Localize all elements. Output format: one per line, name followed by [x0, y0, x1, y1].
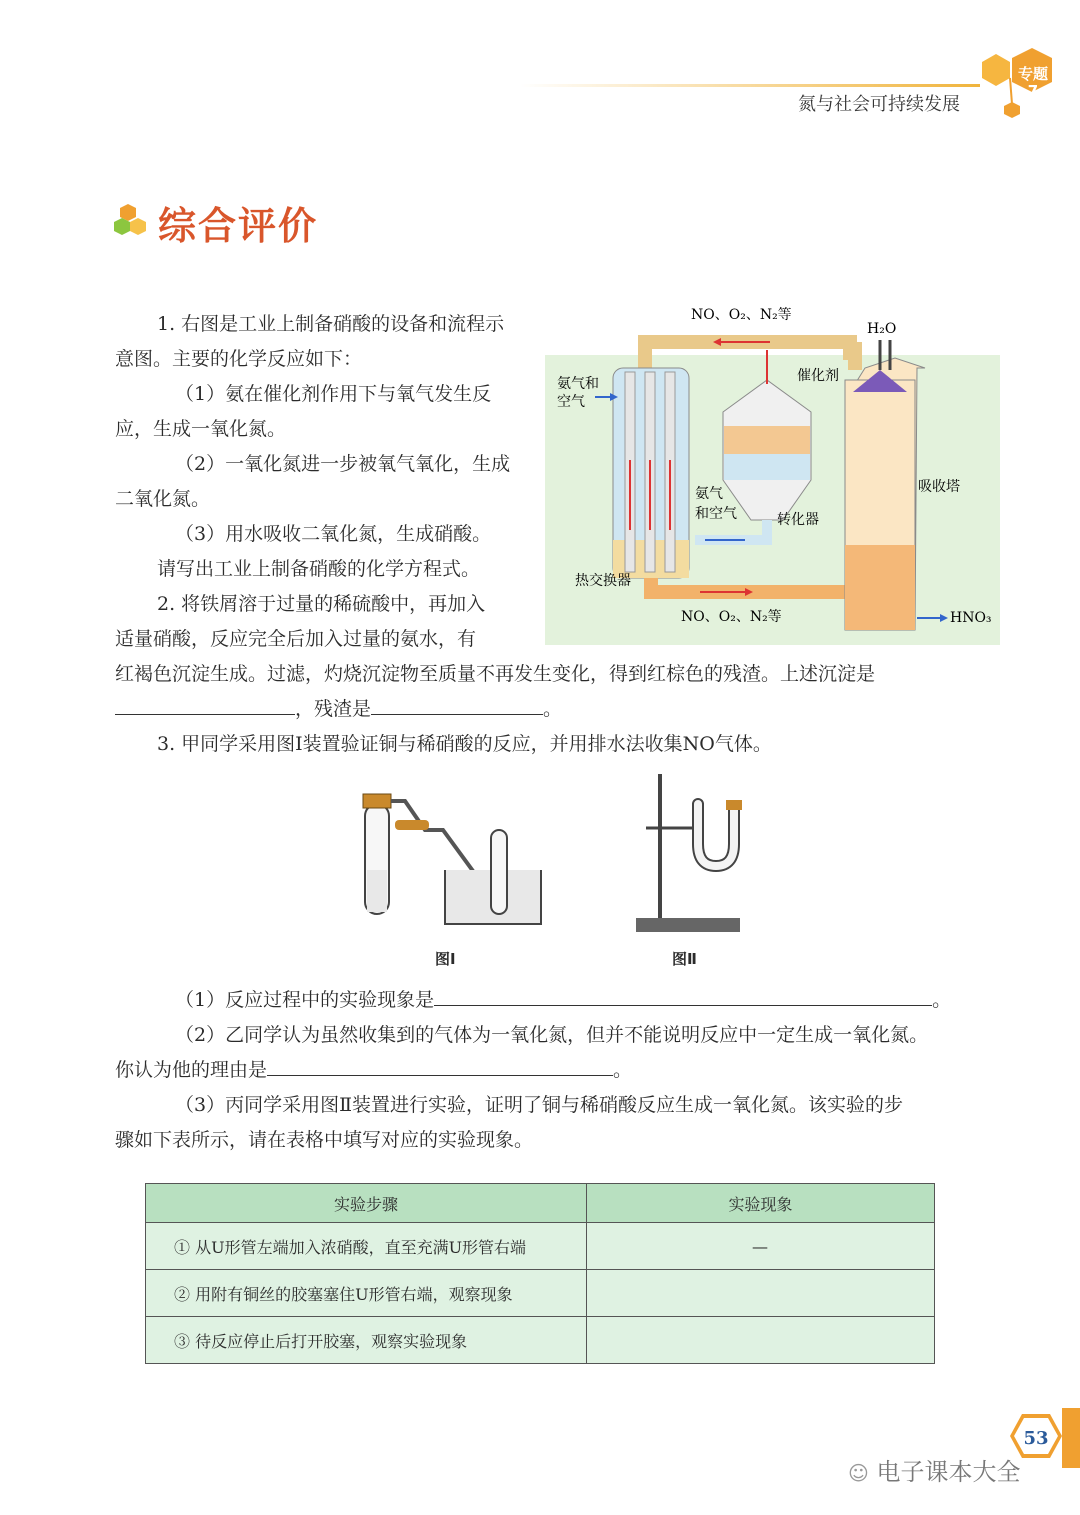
heat-exchanger-label: 热交换器: [575, 573, 631, 589]
reason-blank[interactable]: [267, 1053, 613, 1076]
q1-step: 二氧化氮。: [115, 488, 211, 510]
q2-line: 红褐色沉淀生成。过滤，灼烧沉淀物至质量不再发生变化，得到红棕色的残渣。上述沉淀是: [115, 663, 876, 685]
hexagon-icon: [1004, 102, 1020, 118]
experiment-table: [145, 1183, 935, 1364]
table-row: [146, 1317, 935, 1364]
q2-period: 。: [543, 698, 563, 720]
q3-part-2-text: 你认为他的理由是: [115, 1059, 268, 1081]
figure-2-apparatus: [630, 774, 750, 936]
wechat-icon: ☺: [848, 1461, 869, 1485]
bottom-gas-label: NO、O₂、N₂等: [681, 609, 782, 625]
nitric-acid-process-diagram: [545, 300, 1005, 645]
q1-ask: 请写出工业上制备硝酸的化学方程式。: [157, 558, 481, 580]
table-cell-step: ③ 待反应停止后打开胶塞，观察实验现象: [146, 1317, 587, 1364]
q2-line: 2. 将铁屑溶于过量的稀硫酸中，再加入: [157, 593, 486, 615]
q3-part-3-cont: 骤如下表所示，请在表格中填写对应的实验现象。: [115, 1129, 534, 1151]
table-cell-step: ② 用附有铜丝的胶塞塞住U形管右端，观察现象: [146, 1270, 587, 1317]
converter-label: 转化器: [777, 512, 819, 528]
top-gas-label: NO、O₂、N₂等: [691, 307, 792, 323]
water-label: H₂O: [867, 321, 897, 337]
ammonia-air-mid-label-2: 和空气: [695, 506, 737, 522]
figure-1-label: 图Ⅰ: [435, 950, 456, 968]
hno3-label: HNO₃: [950, 610, 992, 626]
table-row: [146, 1223, 935, 1270]
phenomenon-blank[interactable]: [434, 983, 932, 1006]
table-header: 实验现象: [587, 1184, 935, 1223]
q3-part-2: （2）乙同学认为虽然收集到的气体为一氧化氮，但并不能说明反应中一定生成一氧化氮。: [175, 1024, 929, 1046]
table-row: [146, 1270, 935, 1317]
residue-blank[interactable]: [371, 692, 543, 715]
page-number: 53: [1023, 1428, 1049, 1449]
chapter-title: 氮与社会可持续发展: [798, 94, 960, 115]
chapter-number: 7: [1027, 82, 1039, 100]
header-rule: [520, 84, 980, 87]
ammonia-air-left-label-2: 空气: [557, 394, 585, 410]
q3-part-2-cont: [115, 1053, 985, 1088]
q3-intro: 3. 甲同学采用图Ⅰ装置验证铜与稀硝酸的反应，并用排水法收集NO气体。: [157, 733, 772, 755]
table-header: 实验步骤: [146, 1184, 587, 1223]
residue-label: ，残渣是: [295, 698, 372, 720]
figure-2-label: 图Ⅱ: [672, 950, 697, 968]
q1-step: （3）用水吸收二氧化氮，生成硝酸。: [175, 523, 492, 545]
q1-line: 1. 右图是工业上制备硝酸的设备和流程示: [157, 313, 505, 335]
q1-step: （2）一氧化氮进一步被氧气氧化，生成: [175, 453, 511, 475]
q3-part-3: （3）丙同学采用图Ⅱ装置进行实验，证明了铜与稀硝酸反应生成一氧化氮。该实验的步: [175, 1094, 904, 1116]
absorber-label: 吸收塔: [918, 479, 960, 495]
watermark-text: 电子课本大全: [876, 1458, 1021, 1486]
table-cell-observation: —: [587, 1223, 935, 1270]
question-3-parts: [115, 983, 985, 1158]
catalyst-label: 催化剂: [797, 368, 839, 384]
table-cell-observation[interactable]: [587, 1270, 935, 1317]
q1-step: 应，生成一氧化氮。: [115, 418, 287, 440]
q2-answer-line: [115, 692, 985, 727]
q1-line: 意图。主要的化学反应如下：: [115, 348, 363, 370]
q3-period: 。: [932, 989, 952, 1011]
watermark: [848, 1452, 1021, 1487]
q3-period: 。: [613, 1059, 633, 1081]
ammonia-air-left-label: 氨气和: [557, 376, 599, 392]
q3-part-1-text: （1）反应过程中的实验现象是: [175, 989, 435, 1011]
table-cell-observation[interactable]: [587, 1317, 935, 1364]
question-2: [115, 657, 985, 762]
q1-step: （1）氨在催化剂作用下与氧气发生反: [175, 383, 492, 405]
section-title: 综合评价: [158, 204, 319, 248]
section-hexagons-icon: [114, 202, 156, 238]
ammonia-air-mid-label: 氨气: [695, 486, 723, 502]
precipitate-blank[interactable]: [115, 692, 295, 715]
q2-line: 适量硝酸，反应完全后加入过量的氨水，有: [115, 628, 477, 650]
hexagon-icon: [982, 54, 1010, 86]
table-header-row: [146, 1184, 935, 1223]
q3-part-1: [115, 983, 985, 1018]
figure-1-apparatus: [355, 790, 545, 930]
question-1: [115, 307, 545, 657]
table-cell-step: ① 从U形管左端加入浓硝酸，直至充满U形管右端: [146, 1223, 587, 1270]
chapter-label: 专题: [1017, 65, 1048, 83]
